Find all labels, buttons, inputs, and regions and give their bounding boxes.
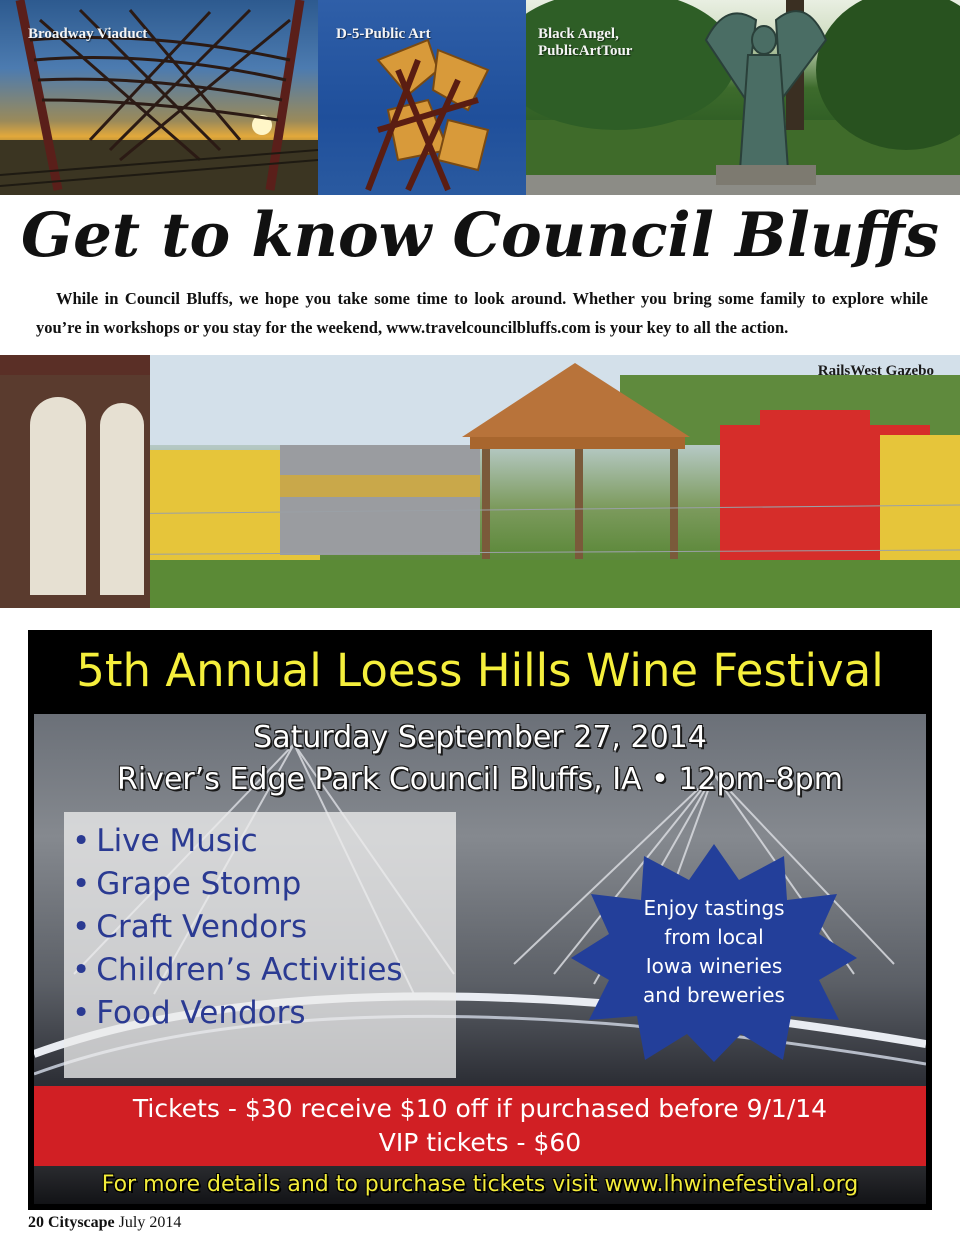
- page-folio: [28, 1214, 181, 1232]
- list-item: • Children’s Activities: [72, 952, 403, 988]
- ad-tickets-band: [34, 1086, 926, 1166]
- angel-caption-line2: PublicArtTour: [538, 43, 633, 59]
- ad-title: 5th Annual Loess Hills Wine Festival: [76, 644, 884, 697]
- photo-broadway-viaduct: [0, 0, 318, 195]
- list-item: • Food Vendors: [72, 995, 306, 1031]
- photo-railswest-gazebo: [0, 355, 960, 608]
- tickets-line: Tickets - $30 receive $10 off if purchased before 9/1/14: [132, 1094, 828, 1123]
- list-item: • Craft Vendors: [72, 909, 308, 945]
- ad-website-line: For more details and to purchase tickets visit www.lhwinefestival.org: [34, 1166, 926, 1204]
- photo-caption-public-art: D-5-Public Art: [336, 26, 431, 42]
- photo-caption-black-angel: [538, 26, 632, 60]
- ad-date: Saturday September 27, 2014: [253, 720, 707, 755]
- vip-tickets-line: VIP tickets - $60: [378, 1128, 582, 1157]
- article-intro: While in Council Bluffs, we hope you take some time to look around. Whether you bring some family to explore while you’re in workshops or you stay for the weekend, www.travelcouncilbluffs.com is your key to all the action.: [36, 289, 928, 337]
- issue-date: July 2014: [118, 1214, 182, 1231]
- starburst-text: Enjoy tastings from local Iowa wineries and breweries: [643, 896, 785, 1007]
- photo-caption-railswest: RailsWest Gazebo: [817, 363, 934, 379]
- photo-public-art: [318, 0, 526, 195]
- ad-feature-list: [64, 812, 456, 1078]
- ad-location-time: River’s Edge Park Council Bluffs, IA • 12pm-8pm: [117, 762, 843, 797]
- list-item: • Live Music: [72, 823, 258, 859]
- angel-caption-line1: Black Angel,: [538, 26, 619, 42]
- magazine-name: Cityscape: [48, 1214, 115, 1231]
- railswest-illustration: [0, 355, 960, 608]
- photo-caption-viaduct: Broadway Viaduct: [28, 26, 148, 42]
- wine-festival-ad: [28, 630, 932, 1210]
- list-item: • Grape Stomp: [72, 866, 302, 902]
- article-headline: Get to know Council Bluffs: [20, 200, 939, 271]
- photo-black-angel: [526, 0, 960, 195]
- page-number: 20: [28, 1214, 44, 1231]
